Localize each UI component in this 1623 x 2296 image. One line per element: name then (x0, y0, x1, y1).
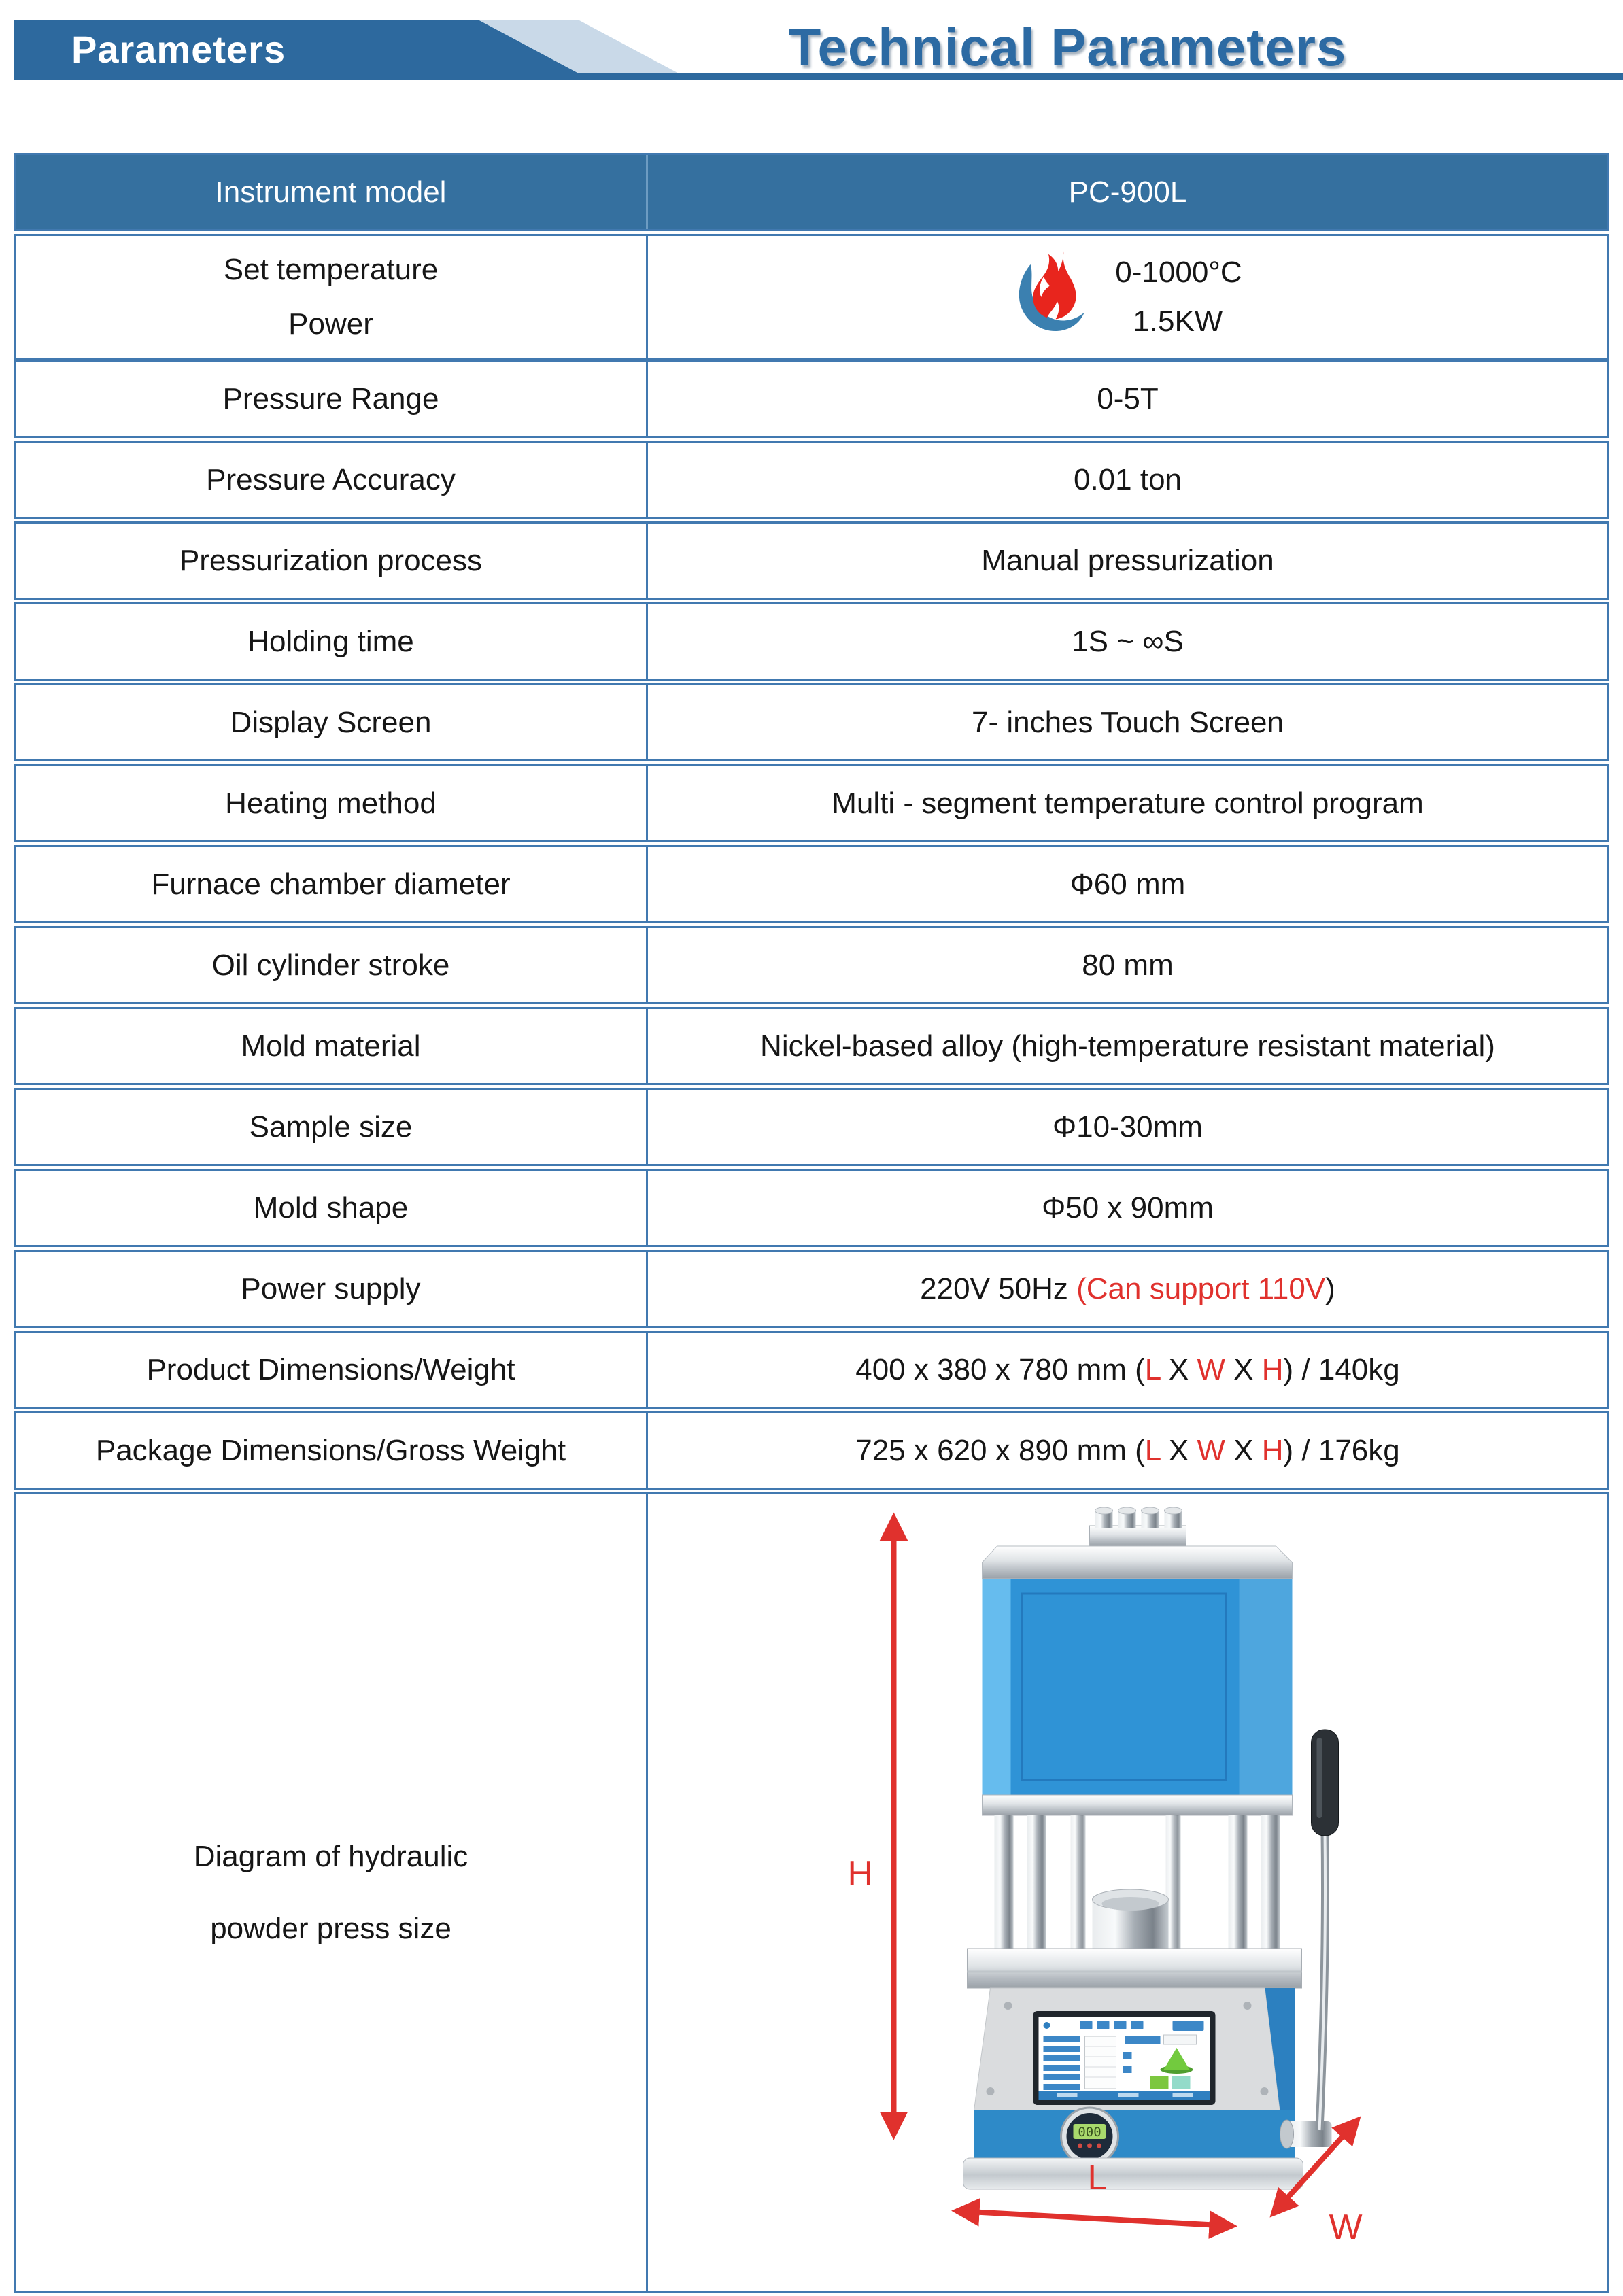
parameters-table (14, 153, 1609, 2293)
w-dimension-label: W (1329, 2208, 1363, 2247)
parameter-label: Product Dimensions/Weight (16, 1333, 648, 1407)
table-row (14, 1088, 1609, 1166)
parameter-label: Pressure Range (16, 362, 648, 436)
parameter-value: Manual pressurization (981, 543, 1274, 577)
label-set-temperature: Set temperature (223, 252, 439, 286)
parameter-label: Pressurization process (16, 524, 648, 598)
touch-screen (1033, 2011, 1216, 2105)
hand-lever (1312, 1730, 1339, 2130)
label-diagram-line1: Diagram of hydraulic (193, 1840, 468, 1873)
parameter-value: Multi - segment temperature control program (832, 786, 1424, 820)
diagram-cell (648, 1494, 1607, 2291)
parameter-label: Heating method (16, 766, 648, 840)
table-row (14, 1007, 1609, 1085)
table-row (14, 764, 1609, 842)
table-row (14, 1331, 1609, 1409)
parameter-value: Nickel-based alloy (high-temperature resistant material) (760, 1029, 1495, 1063)
parameter-value: 7- inches Touch Screen (971, 705, 1284, 739)
header-parameter-label: Instrument model (16, 155, 648, 229)
table-row (14, 1411, 1609, 1490)
label-power: Power (288, 307, 373, 341)
parameter-value: Φ50 x 90mm (1042, 1190, 1214, 1224)
parameter-value: 0-5T (1097, 381, 1159, 415)
table-row (14, 1250, 1609, 1328)
table-row (14, 683, 1609, 761)
page-title: Technical Parameters (788, 17, 1347, 77)
parameter-label: Holding time (16, 604, 648, 679)
parameter-value: Φ10-30mm (1053, 1110, 1203, 1144)
table-row (14, 1169, 1609, 1247)
table-row (14, 926, 1609, 1004)
parameter-label: Pressure Accuracy (16, 443, 648, 517)
table-row (14, 360, 1609, 438)
svg-text:000: 000 (1078, 2125, 1101, 2140)
table-header-row (14, 153, 1609, 231)
table-row (14, 845, 1609, 923)
parameter-label: Package Dimensions/Gross Weight (16, 1413, 648, 1488)
h-dimension-arrow (848, 1518, 894, 2135)
press-machine-illustration (963, 1507, 1339, 2189)
flame-icon (1013, 245, 1100, 348)
parameter-label (16, 236, 648, 358)
value-temperature-range: 0-1000°C (1115, 255, 1242, 289)
parameter-label: Mold shape (16, 1171, 648, 1245)
parameter-value: 80 mm (1082, 948, 1174, 982)
parameter-value: 1S ~ ∞S (1072, 624, 1184, 658)
table-row (14, 602, 1609, 681)
h-dimension-label: H (847, 1854, 874, 1894)
table-row-diagram (14, 1492, 1609, 2293)
hydraulic-press-diagram (648, 1494, 1607, 2291)
parameter-label: Oil cylinder stroke (16, 928, 648, 1002)
header-model-value: PC-900L (1068, 175, 1187, 209)
table-row (14, 441, 1609, 519)
parameter-value: 725 x 620 x 890 mm (L X W X H) / 176kg (855, 1433, 1400, 1467)
parameter-value (648, 236, 1607, 358)
label-diagram-line2: powder press size (210, 1912, 451, 1945)
parameter-value: 0.01 ton (1073, 462, 1182, 496)
parameter-label: Power supply (16, 1252, 648, 1326)
value-power: 1.5KW (1133, 304, 1223, 338)
parameter-value: 220V 50Hz (Can support 110V) (920, 1271, 1335, 1305)
parameter-label: Mold material (16, 1009, 648, 1083)
parameter-label: Display Screen (16, 685, 648, 759)
parameter-label (16, 1494, 648, 2291)
table-row (14, 521, 1609, 600)
parameter-value: 400 x 380 x 780 mm (L X W X H) / 140kg (855, 1352, 1400, 1386)
parameter-value: Φ60 mm (1070, 867, 1186, 901)
table-row-temperature-power (14, 234, 1609, 360)
l-dimension-label: L (1087, 2158, 1108, 2197)
parameter-label: Sample size (16, 1090, 648, 1164)
parameter-label: Furnace chamber diameter (16, 847, 648, 921)
pressure-gauge (1061, 2108, 1118, 2165)
banner-label: Parameters (71, 28, 286, 71)
